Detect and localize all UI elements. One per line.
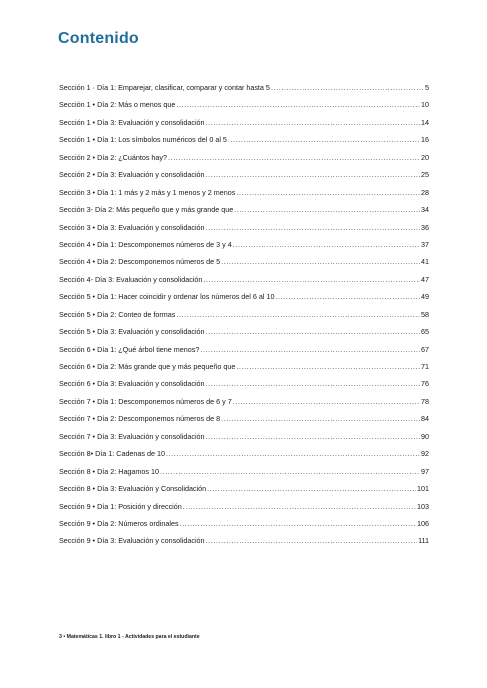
toc-dot-leader	[180, 519, 416, 529]
toc-entry-page-number: 34	[421, 205, 429, 215]
toc-entry-title: Sección 4 • Día 2: Descomponemos números de 5	[59, 257, 221, 267]
toc-entry-title: Sección 2 • Día 2: ¿Cuántos hay?	[59, 152, 167, 162]
toc-entry-title: Sección 4 • Día 1: Descomponemos números de 3 y 4	[59, 239, 232, 249]
toc-entry[interactable]	[59, 118, 429, 135]
toc-dot-leader	[203, 275, 420, 285]
toc-entry[interactable]	[59, 223, 429, 240]
toc-entry-title: Sección 6 • Día 1: ¿Qué árbol tiene menos?	[59, 344, 200, 354]
toc-entry-title: Sección 8 • Día 3: Evaluación y Consolidación	[59, 484, 207, 494]
toc-dot-leader	[236, 362, 420, 372]
toc-entry-page-number: 71	[421, 362, 429, 371]
toc-entry-page-number: 103	[417, 501, 429, 511]
toc-entry-page-number: 78	[421, 396, 429, 406]
toc-entry-title: Sección 7 • Día 3: Evaluación y consolidación	[59, 431, 205, 441]
toc-entry[interactable]	[59, 449, 429, 466]
toc-dot-leader	[233, 397, 420, 407]
toc-entry-page-number: 76	[421, 379, 429, 389]
toc-entry[interactable]	[59, 135, 429, 152]
toc-entry-title: Sección 5 • Día 3: Evaluación y consolidación	[59, 327, 205, 337]
toc-entry-page-number: 49	[421, 292, 429, 302]
toc-dot-leader	[206, 536, 418, 546]
toc-entry-title: Sección 4- Día 3: Evaluación y consolidación	[59, 274, 203, 284]
toc-dot-leader	[221, 414, 420, 424]
toc-dot-leader	[166, 449, 420, 459]
toc-entry-title: Sección 1 · Día 1: Emparejar, clasificar, comparar y contar hasta 5	[59, 83, 270, 92]
toc-entry-page-number: 67	[421, 344, 429, 354]
toc-dot-leader	[228, 135, 420, 145]
toc-entry-title: Sección 5 • Día 2: Conteo de formas	[59, 309, 176, 319]
toc-entry-page-number: 14	[421, 117, 429, 127]
toc-entry-title: Sección 9 • Día 3: Evaluación y consolidación	[59, 536, 205, 546]
toc-entry[interactable]	[59, 432, 429, 449]
toc-dot-leader	[206, 170, 420, 180]
toc-entry-title: Sección 5 • Día 1: Hacer coincidir y ordenar los números del 6 al 10	[59, 292, 275, 302]
toc-entry[interactable]	[59, 362, 429, 379]
toc-entry-title: Sección 9 • Día 1: Posición y dirección	[59, 501, 182, 511]
footer-page-number: 3	[59, 634, 62, 640]
footer-text: Matemáticas 1. libro 1 - Actividades para el estudiante	[66, 634, 200, 640]
toc-entry-title: Sección 3- Día 2: Más pequeño que y más grande que	[59, 205, 234, 215]
toc-entry[interactable]	[59, 310, 429, 327]
toc-entry-page-number: 97	[421, 466, 429, 476]
toc-entry[interactable]	[59, 100, 429, 117]
toc-entry[interactable]	[59, 536, 429, 553]
toc-entry-title: Sección 3 • Día 1: 1 más y 2 más y 1 menos y 2 menos	[59, 187, 236, 197]
toc-entry-page-number: 92	[421, 449, 429, 459]
toc-entry-page-number: 41	[421, 257, 429, 267]
toc-entry-title: Sección 1 • Día 3: Evaluación y consolidación	[59, 117, 205, 127]
toc-entry-title: Sección 8 • Día 2: Hagamos 10	[59, 466, 160, 476]
toc-entry-title: Sección 9 • Día 2: Números ordinales	[59, 518, 179, 528]
toc-dot-leader	[275, 292, 420, 302]
toc-entry[interactable]	[59, 188, 429, 205]
toc-entry-page-number: 5	[425, 83, 429, 92]
page-footer	[59, 634, 200, 640]
toc-entry-page-number: 37	[421, 239, 429, 249]
toc-entry-title: Sección 7 • Día 1: Descomponemos números de 6 y 7	[59, 396, 232, 406]
page-title: Contenido	[58, 30, 139, 47]
toc-dot-leader	[206, 223, 420, 233]
toc-entry[interactable]	[59, 502, 429, 519]
toc-entry-page-number: 28	[421, 187, 429, 197]
toc-dot-leader	[206, 118, 420, 128]
toc-entry[interactable]	[59, 414, 429, 431]
toc-entry-title: Sección 6 • Día 3: Evaluación y consolidación	[59, 379, 205, 389]
toc-dot-leader	[206, 379, 420, 389]
toc-dot-leader	[176, 100, 420, 110]
toc-dot-leader	[168, 153, 420, 163]
toc-entry[interactable]	[59, 519, 429, 536]
toc-entry-title: Sección 1 • Día 1: Los símbolos numéricos del 0 al 5	[59, 135, 227, 145]
toc-entry-title: Sección 1 • Día 2: Más o menos que	[59, 100, 176, 110]
toc-entry-title: Sección 8• Día 1: Cadenas de 10	[59, 449, 166, 459]
toc-entry[interactable]	[59, 345, 429, 362]
toc-entry-page-number: 84	[421, 414, 429, 424]
toc-entry-page-number: 10	[421, 100, 429, 110]
toc-dot-leader	[271, 83, 424, 93]
toc-dot-leader	[234, 205, 420, 215]
toc-entry[interactable]	[59, 292, 429, 309]
toc-dot-leader	[221, 257, 420, 267]
footer-separator: •	[63, 634, 66, 640]
toc-entry[interactable]	[59, 397, 429, 414]
toc-dot-leader	[207, 484, 416, 494]
toc-entry-page-number: 65	[421, 327, 429, 337]
toc-dot-leader	[206, 432, 420, 442]
toc-entry[interactable]	[59, 257, 429, 274]
toc-entry-title: Sección 3 • Día 3: Evaluación y consolidación	[59, 222, 205, 232]
toc-entry[interactable]	[59, 83, 429, 100]
toc-entry-page-number: 90	[421, 431, 429, 441]
table-of-contents	[59, 83, 429, 554]
toc-entry-page-number: 101	[417, 484, 429, 494]
toc-entry-page-number: 58	[421, 309, 429, 319]
toc-entry-title: Sección 7 • Día 2: Descomponemos números de 8	[59, 414, 221, 424]
toc-entry-page-number: 106	[417, 518, 429, 528]
toc-dot-leader	[183, 502, 416, 512]
toc-entry[interactable]	[59, 275, 429, 292]
toc-entry-page-number: 16	[421, 135, 429, 145]
toc-entry-page-number: 36	[421, 222, 429, 232]
toc-dot-leader	[233, 240, 420, 250]
toc-entry[interactable]	[59, 153, 429, 170]
toc-entry-title: Sección 6 • Día 2: Más grande que y más pequeño que	[59, 362, 236, 371]
toc-dot-leader	[160, 467, 420, 477]
toc-dot-leader	[206, 327, 420, 337]
toc-entry-page-number: 47	[421, 274, 429, 284]
toc-entry[interactable]	[59, 170, 429, 187]
toc-entry-page-number: 20	[421, 152, 429, 162]
toc-entry[interactable]	[59, 327, 429, 344]
toc-entry-page-number: 111	[418, 536, 429, 546]
toc-entry[interactable]	[59, 205, 429, 222]
toc-dot-leader	[176, 310, 420, 320]
toc-entry[interactable]	[59, 379, 429, 396]
toc-entry[interactable]	[59, 240, 429, 257]
toc-dot-leader	[200, 345, 420, 355]
toc-entry[interactable]	[59, 484, 429, 501]
toc-dot-leader	[236, 188, 420, 198]
toc-entry-title: Sección 2 • Día 3: Evaluación y consolidación	[59, 170, 205, 180]
toc-entry-page-number: 25	[421, 170, 429, 180]
toc-entry[interactable]	[59, 467, 429, 484]
